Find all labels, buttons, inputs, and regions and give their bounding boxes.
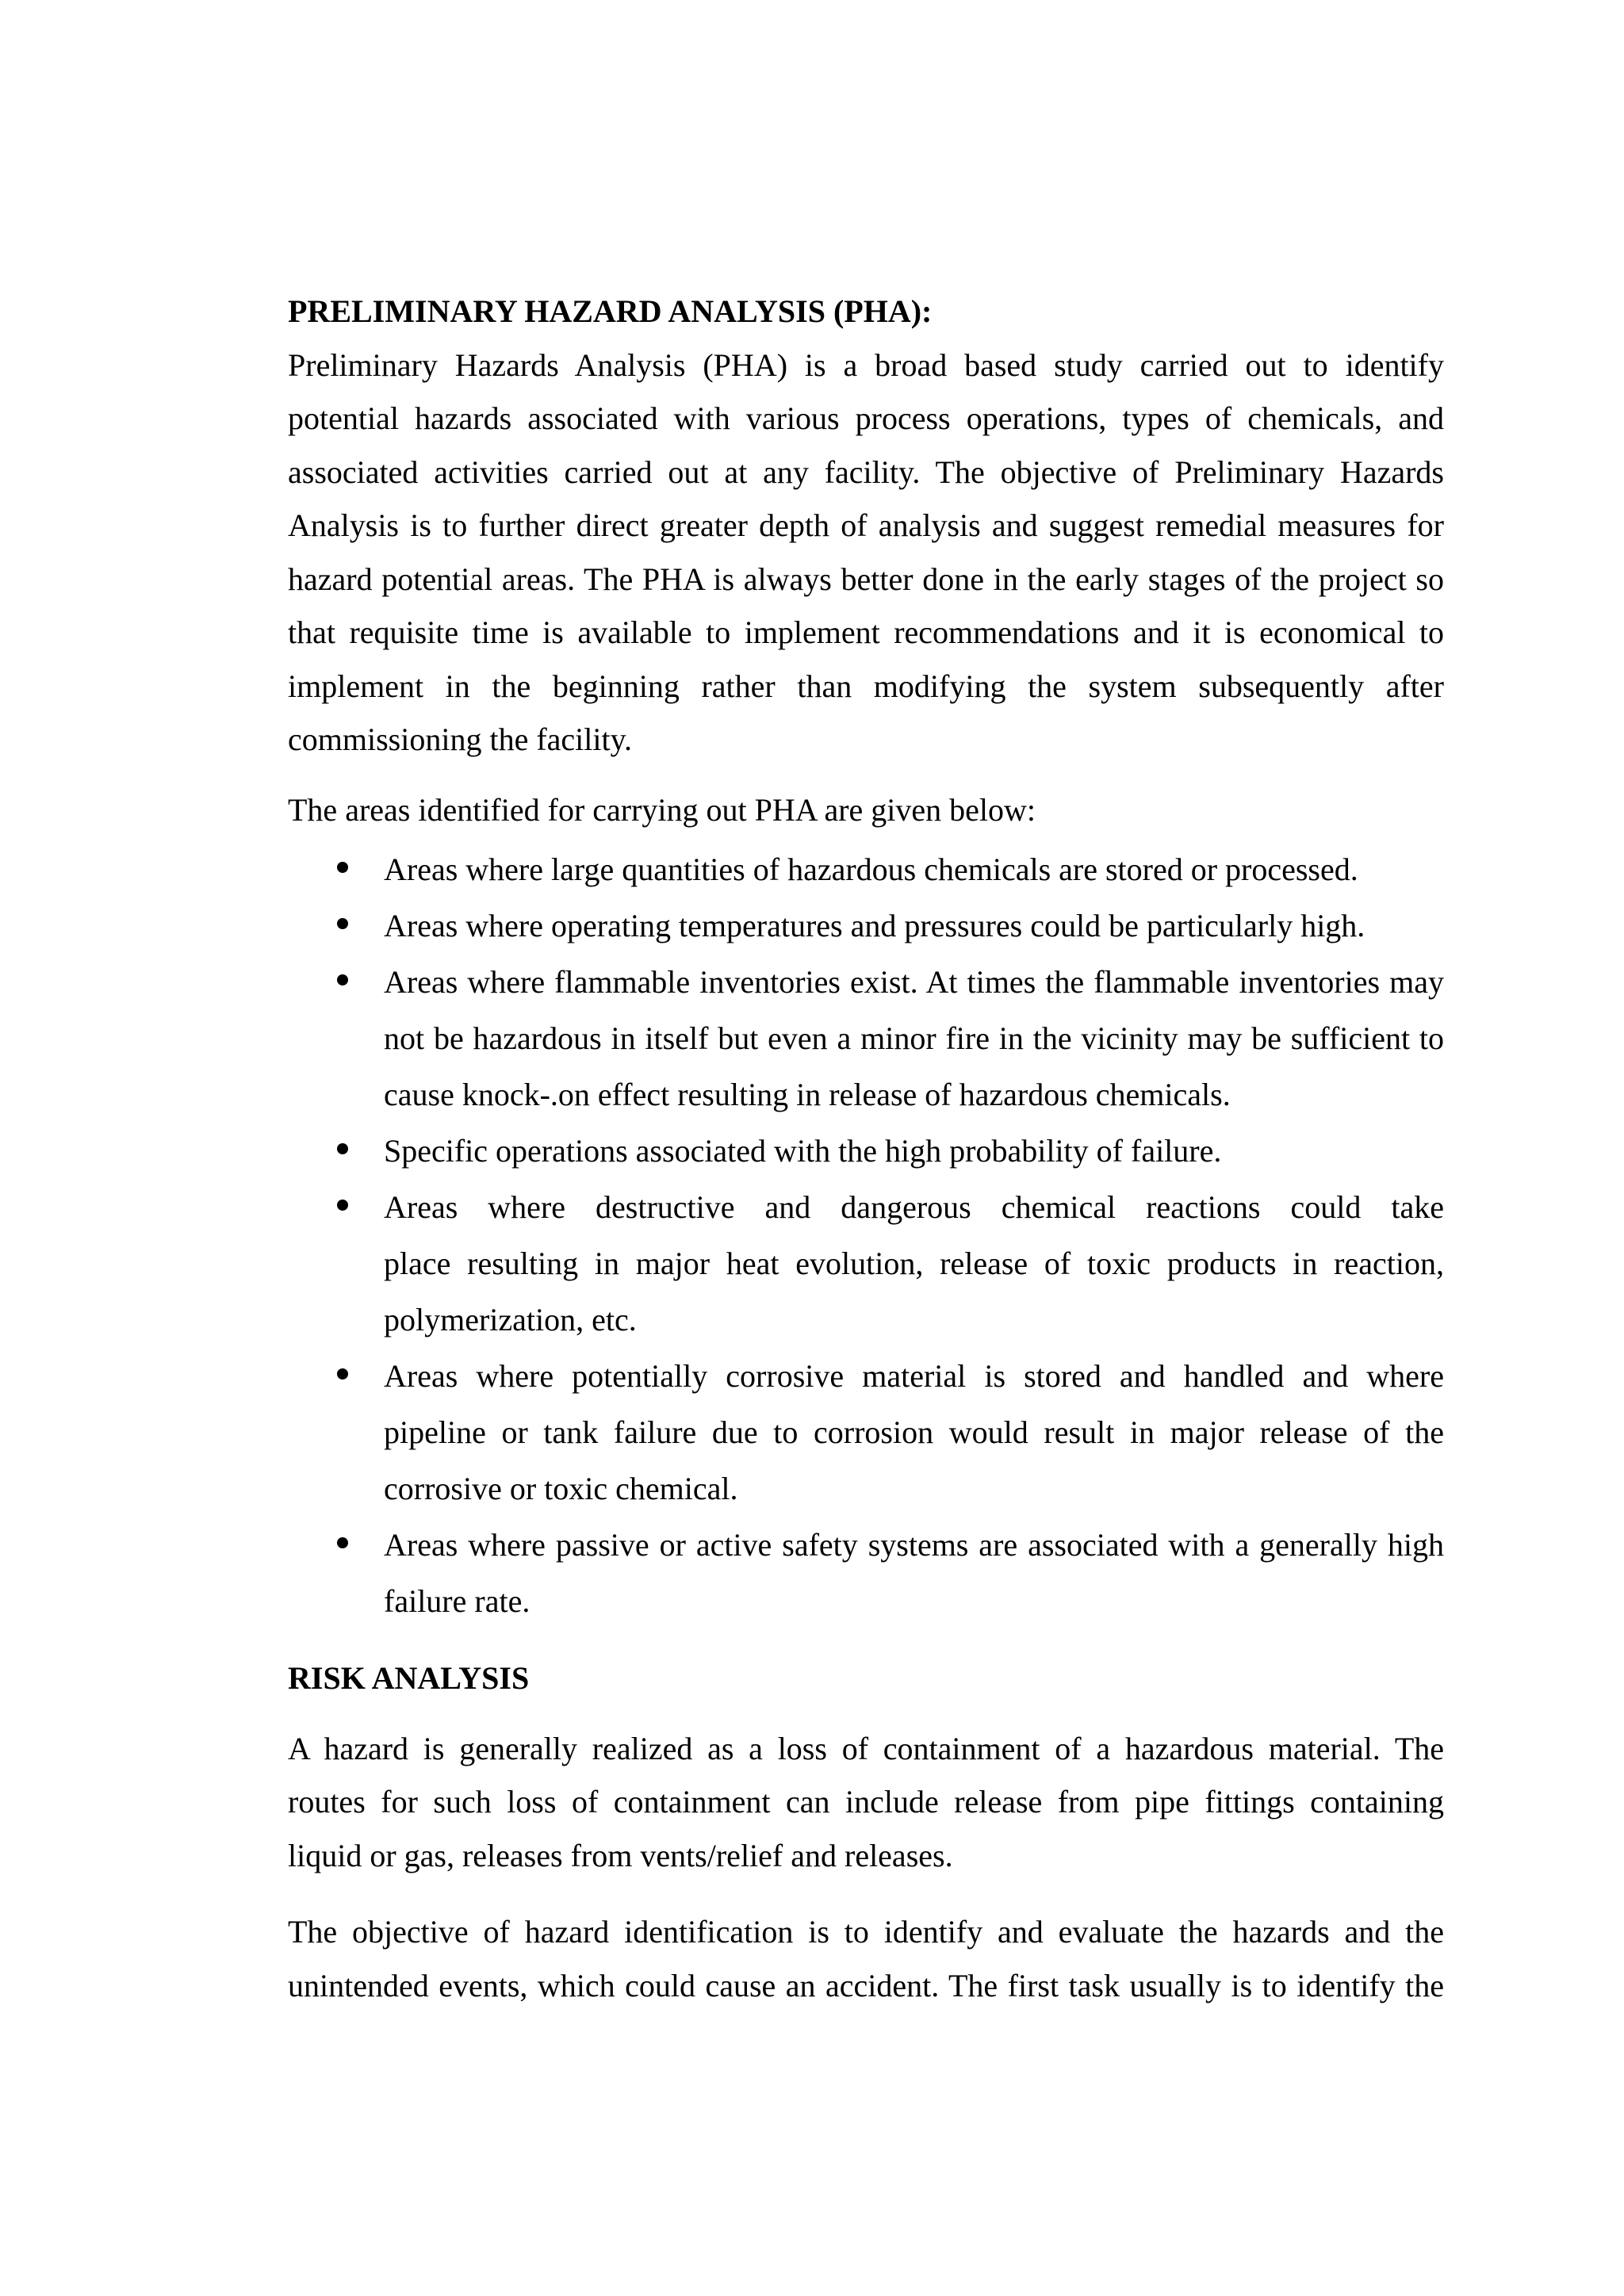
text-line: Analysis is to further direct greater depth of analysis and suggest remedial measures for: [288, 507, 1444, 543]
list-item: [288, 1123, 1444, 1179]
text-line: polymerization, etc.: [384, 1302, 637, 1337]
text-line: associated activities carried out at any facility. The objective of Preliminary Hazards: [288, 453, 1444, 490]
bullet-icon: [337, 1143, 348, 1154]
list-item: [288, 841, 1444, 897]
list-item: [288, 1348, 1444, 1517]
pha-intro-paragraph: [288, 339, 1444, 767]
text-line: potential hazards associated with various process operations, types of chemicals, and: [288, 400, 1444, 436]
text-line: implement in the beginning rather than modifying the system subsequently after: [288, 668, 1444, 704]
text-line: pipeline or tank failure due to corrosion would result in major release of the: [384, 1414, 1444, 1450]
text-line: corrosive or toxic chemical.: [384, 1471, 738, 1506]
list-item: [288, 1179, 1444, 1348]
areas-intro-paragraph: [288, 783, 1444, 837]
areas-list: [288, 841, 1444, 1629]
risk-paragraph: [288, 1722, 1444, 1883]
document-body: [288, 285, 1444, 2012]
text-line: that requisite time is available to implement recommendations and it is economical to: [288, 614, 1444, 650]
risk-analysis-section: [288, 1651, 1444, 2012]
bullet-icon: [337, 862, 348, 873]
text-line: failure rate.: [384, 1583, 530, 1619]
text-line: commissioning the facility.: [288, 721, 633, 757]
pha-section: [288, 285, 1444, 1629]
text-line: Areas where flammable inventories exist. At times the flammable inventories may: [384, 964, 1444, 1000]
text-line: hazard potential areas. The PHA is always better done in the early stages of the project so: [288, 561, 1444, 597]
text-line: Areas where destructive and dangerous chemical reactions could take: [384, 1189, 1444, 1225]
risk-analysis-heading: RISK ANALYSIS: [288, 1660, 530, 1696]
text-line: routes for such loss of containment can include release from pipe fittings containing: [288, 1784, 1444, 1820]
text-line: Areas where passive or active safety systems are associated with a generally high: [384, 1527, 1444, 1563]
text-line: The objective of hazard identification is to identify and evaluate the hazards and the: [288, 1914, 1444, 1950]
text-line: liquid or gas, releases from vents/relief and releases.: [288, 1837, 953, 1873]
bullet-icon: [337, 974, 348, 985]
text-line: Preliminary Hazards Analysis (PHA) is a broad based study carried out to identify: [288, 346, 1444, 383]
bullet-icon: [337, 1368, 348, 1380]
text-line: A hazard is generally realized as a loss of containment of a hazardous material. The: [288, 1730, 1444, 1766]
list-item: [288, 897, 1444, 954]
bullet-icon: [337, 1200, 348, 1211]
text-line: Specific operations associated with the high probability of failure.: [384, 1133, 1222, 1169]
text-line: place resulting in major heat evolution, release of toxic products in reaction,: [384, 1246, 1444, 1281]
text-line: The areas identified for carrying out PHA are given below:: [288, 791, 1036, 828]
text-line: not be hazardous in itself but even a minor fire in the vicinity may be sufficient to: [384, 1020, 1444, 1056]
text-line: Areas where large quantities of hazardous chemicals are stored or processed.: [384, 851, 1358, 887]
text-line: unintended events, which could cause an accident. The first task usually is to identify the: [288, 1967, 1444, 2003]
bullet-icon: [337, 918, 348, 929]
text-line: Areas where operating temperatures and pressures could be particularly high.: [384, 908, 1365, 943]
risk-paragraph: [288, 1905, 1444, 2012]
text-line: Areas where potentially corrosive material is stored and handled and where: [384, 1358, 1444, 1394]
pha-heading: PRELIMINARY HAZARD ANALYSIS (PHA):: [288, 293, 933, 329]
list-item: [288, 954, 1444, 1123]
list-item: [288, 1517, 1444, 1629]
bullet-icon: [337, 1537, 348, 1548]
text-line: cause knock-.on effect resulting in release of hazardous chemicals.: [384, 1077, 1231, 1112]
